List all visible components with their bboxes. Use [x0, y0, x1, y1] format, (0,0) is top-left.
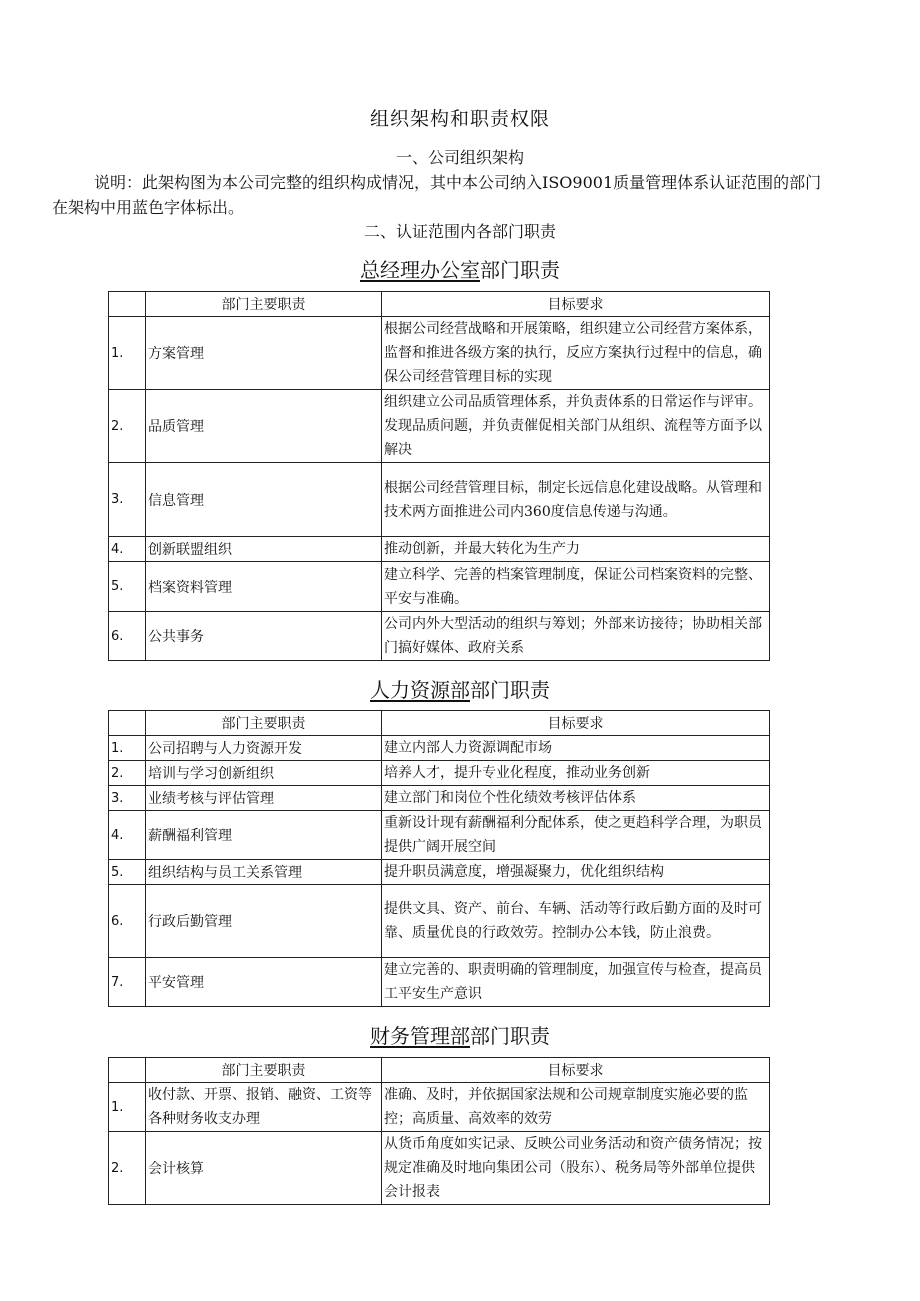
duty-requirement: 准确、及时，并依据国家法规和公司规章制度实施必要的监控；高质量、高效率的效劳 — [382, 1083, 770, 1132]
table-row — [109, 463, 770, 537]
header-duty: 部门主要职责 — [146, 711, 382, 736]
table-row — [109, 1132, 770, 1205]
dept-title-suffix: 部门职责 — [470, 1024, 550, 1048]
section-heading-dept-duties: 二、认证范围内各部门职责 — [363, 222, 556, 241]
duty-table-hr — [108, 710, 770, 1007]
table-row — [109, 537, 770, 562]
duty-table-gm-office — [108, 291, 770, 661]
duty-name: 薪酬福利管理 — [146, 811, 382, 860]
table-row — [109, 860, 770, 885]
duty-name: 行政后勤管理 — [146, 885, 382, 958]
duty-requirement: 根据公司经营管理目标，制定长远信息化建设战略。从管理和技术两方面推进公司内360度信息传递与沟通。 — [382, 463, 770, 537]
table-row — [109, 736, 770, 761]
duty-requirement: 提升职员满意度，增强凝聚力，优化组织结构 — [382, 860, 770, 885]
row-number: 2. — [109, 390, 146, 463]
duty-name: 收付款、开票、报销、融资、工资等各种财务收支办理 — [146, 1083, 382, 1132]
table-row — [109, 958, 770, 1007]
dept-title-hr — [0, 674, 920, 703]
duty-name: 档案资料管理 — [146, 562, 382, 612]
header-requirement: 目标要求 — [382, 711, 770, 736]
duty-requirement: 建立科学、完善的档案管理制度，保证公司档案资料的完整、平安与准确。 — [382, 562, 770, 612]
duty-name: 信息管理 — [146, 463, 382, 537]
duty-name: 业绩考核与评估管理 — [146, 786, 382, 811]
duty-name: 方案管理 — [146, 317, 382, 390]
row-number: 1. — [109, 1083, 146, 1132]
duty-name: 平安管理 — [146, 958, 382, 1007]
dept-title-suffix: 部门职责 — [480, 258, 560, 282]
header-duty: 部门主要职责 — [146, 1058, 382, 1083]
header-duty: 部门主要职责 — [146, 292, 382, 317]
row-number: 2. — [109, 1132, 146, 1205]
row-number: 7. — [109, 958, 146, 1007]
dept-name: 财务管理部 — [370, 1024, 470, 1048]
document-title: 组织架构和职责权限 — [369, 108, 550, 130]
table-header-row — [109, 711, 770, 736]
header-requirement: 目标要求 — [382, 1058, 770, 1083]
duty-requirement: 推动创新，并最大转化为生产力 — [382, 537, 770, 562]
header-blank — [109, 292, 146, 317]
table-row — [109, 761, 770, 786]
description-paragraph: 说明：此架构图为本公司完整的组织构成情况，其中本公司纳入ISO9001质量管理体系认证范围的部门在架构中用蓝色字体标出。 — [52, 173, 822, 217]
row-number: 5. — [109, 860, 146, 885]
dept-title-suffix: 部门职责 — [470, 678, 550, 702]
header-blank — [109, 711, 146, 736]
duty-name: 组织结构与员工关系管理 — [146, 860, 382, 885]
duty-requirement: 根据公司经营战略和开展策略，组织建立公司经营方案体系，监督和推进各级方案的执行，反应方案执行过程中的信息，确保公司经营管理目标的实现 — [382, 317, 770, 390]
duty-name: 品质管理 — [146, 390, 382, 463]
duty-requirement: 组织建立公司品质管理体系，并负责体系的日常运作与评审。发现品质问题，并负责催促相关部门从组织、流程等方面予以解决 — [382, 390, 770, 463]
duty-requirement: 建立内部人力资源调配市场 — [382, 736, 770, 761]
duty-requirement: 重新设计现有薪酬福利分配体系，使之更趋科学合理，为职员提供广阔开展空间 — [382, 811, 770, 860]
header-blank — [109, 1058, 146, 1083]
duty-name: 培训与学习创新组织 — [146, 761, 382, 786]
duty-name: 创新联盟组织 — [146, 537, 382, 562]
row-number: 2. — [109, 761, 146, 786]
row-number: 4. — [109, 811, 146, 860]
header-requirement: 目标要求 — [382, 292, 770, 317]
row-number: 3. — [109, 463, 146, 537]
table-row — [109, 390, 770, 463]
row-number: 6. — [109, 612, 146, 661]
table-header-row — [109, 1058, 770, 1083]
table-row — [109, 885, 770, 958]
duty-requirement: 建立部门和岗位个性化绩效考核评估体系 — [382, 786, 770, 811]
duty-table-finance — [108, 1057, 770, 1205]
row-number: 1. — [109, 736, 146, 761]
dept-title-finance — [0, 1020, 920, 1049]
row-number: 3. — [109, 786, 146, 811]
table-row — [109, 612, 770, 661]
row-number: 6. — [109, 885, 146, 958]
row-number: 1. — [109, 317, 146, 390]
duty-name: 公司招聘与人力资源开发 — [146, 736, 382, 761]
dept-name: 人力资源部 — [370, 678, 470, 702]
duty-name: 公共事务 — [146, 612, 382, 661]
table-row — [109, 562, 770, 612]
table-header-row — [109, 292, 770, 317]
duty-requirement: 从货币角度如实记录、反映公司业务活动和资产债务情况；按规定准确及时地向集团公司（股东）、税务局等外部单位提供会计报表 — [382, 1132, 770, 1205]
table-row — [109, 786, 770, 811]
row-number: 5. — [109, 562, 146, 612]
table-row — [109, 1083, 770, 1132]
dept-name: 总经理办公室 — [360, 258, 480, 282]
duty-requirement: 培养人才，提升专业化程度，推动业务创新 — [382, 761, 770, 786]
row-number: 4. — [109, 537, 146, 562]
duty-requirement: 提供文具、资产、前台、车辆、活动等行政后勤方面的及时可靠、质量优良的行政效劳。控制办公本钱，防止浪费。 — [382, 885, 770, 958]
dept-title-gm-office — [0, 254, 920, 283]
duty-requirement: 建立完善的、职责明确的管理制度，加强宣传与检查，提高员工平安生产意识 — [382, 958, 770, 1007]
section-heading-org-structure: 一、公司组织架构 — [395, 148, 524, 167]
duty-name: 会计核算 — [146, 1132, 382, 1205]
table-row — [109, 317, 770, 390]
table-row — [109, 811, 770, 860]
duty-requirement: 公司内外大型活动的组织与筹划；外部来访接待；协助相关部门搞好媒体、政府关系 — [382, 612, 770, 661]
